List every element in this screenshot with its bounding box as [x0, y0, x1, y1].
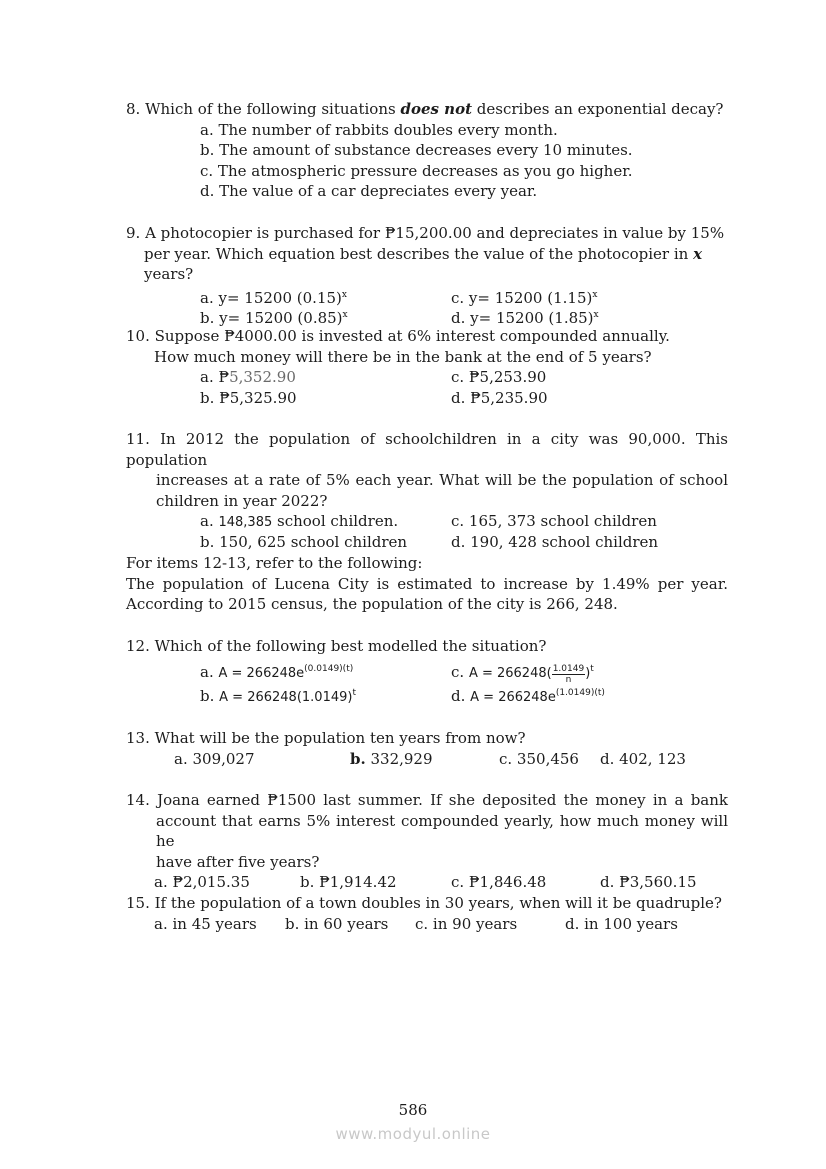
option-d: d. y= 15200 $(1.85)^x$ [451, 309, 599, 328]
option-c: c. y= 15200 $(1.15)^x$ [451, 288, 598, 307]
question-14-line-1: 14. Joana earned ₱1500 last summer. If she deposited the money in a bank [126, 791, 728, 809]
option-b: b. ₱5,325.90 [200, 388, 297, 407]
question-11 [126, 429, 728, 553]
emphasis-does-not: does not [400, 100, 472, 118]
intro-line-2: The population of Lucena City is estimated to increase by 1.49% per year. [126, 574, 728, 593]
question-14-line-2: account that earns 5% interest compounded yearly, how much money will he [156, 811, 728, 851]
option-a: a. 309,027 [174, 749, 255, 768]
option-d: d. $A = 266248e^{(1.0149)(t)}$ [451, 686, 605, 705]
option-c: c. ₱5,253.90 [451, 368, 547, 387]
option-d: d. ₱5,235.90 [451, 388, 548, 407]
question-13 [126, 728, 728, 769]
option-c: c. ₱1,846.48 [451, 873, 547, 892]
items-12-13-intro [126, 553, 728, 615]
page-number: 586 [398, 1101, 428, 1119]
intro-line-1: For items 12-13, refer to the following: [126, 554, 423, 572]
question-13-stem: 13. What will be the population ten years from now? [126, 729, 526, 747]
fraction: $\frac{1.0149}{n}$ [552, 663, 585, 685]
option-b: b. ₱1,914.42 [300, 873, 397, 892]
option-c: c. 165, 373 school children [451, 512, 657, 531]
option-d: d. 402, 123 [600, 749, 686, 768]
option-a: a. The number of rabbits doubles every month. [200, 120, 558, 139]
option-d: d. 190, 428 school children [451, 532, 659, 551]
question-15-stem: 15. If the population of a town doubles in 30 years, when will it be quadruple? [126, 894, 722, 912]
option-a: a. in 45 years [154, 914, 257, 933]
question-11-line-2: increases at a rate of 5% each year. What will be the population of school [156, 471, 728, 490]
question-8 [126, 99, 728, 202]
question-9-line-1: 9. A photocopier is purchased for ₱15,200.00 and depreciates in value by 15% [126, 224, 725, 242]
option-d: d. in 100 years [565, 914, 678, 933]
watermark: www.modyul.online [335, 1125, 491, 1143]
option-b: b. $A = 266248(1.0149)^t$ [200, 686, 356, 705]
option-b: b. y= 15200 $(0.85)^x$ [200, 309, 348, 328]
option-a: a. $A = 266248e^{(0.0149)(t)}$ [200, 662, 354, 681]
option-a: a. ₱2,015.35 [154, 873, 250, 892]
question-11-line-1: 11. In 2012 the population of schoolchildren in a city was 90,000. This population [126, 430, 728, 469]
question-11-line-3: children in year 2022? [156, 491, 328, 510]
question-10-line-2: How much money will there be in the bank at the end of 5 years? [154, 347, 652, 366]
option-b: b. in 60 years [285, 914, 389, 933]
option-c: c. The atmospheric pressure decreases as you go higher. [200, 161, 633, 180]
option-b: b. 332,929 [350, 749, 433, 768]
option-c: c. in 90 years [415, 914, 518, 933]
question-10-line-1: 10. Suppose ₱4000.00 is invested at 6% interest compounded annually. [126, 327, 670, 345]
question-9-line-2: per year. Which equation best describes the value of the photocopier in x years? [144, 244, 703, 284]
option-d: d. The value of a car depreciates every year. [200, 182, 538, 201]
option-c: c. A = 266248( $\frac{1.0149}{n}$ )$^t$ [451, 662, 594, 685]
intro-line-3: According to 2015 census, the population of the city is 266, 248. [126, 595, 618, 614]
question-12 [126, 636, 728, 703]
option-b: b. The amount of substance decreases every 10 minutes. [200, 141, 633, 160]
question-12-stem: 12. Which of the following best modelled the situation? [126, 637, 547, 655]
question-8-stem: 8. Which of the following situations does not describes an exponential decay? [126, 100, 724, 118]
question-9 [126, 223, 728, 326]
option-a: a. ₱5,352.90 [200, 368, 296, 387]
option-d: d. ₱3,560.15 [600, 873, 697, 892]
question-10 [126, 326, 728, 408]
question-14 [126, 790, 728, 893]
question-15 [126, 893, 728, 934]
question-14-line-3: have after five years? [156, 852, 320, 871]
option-b: b. 150, 625 school children [200, 532, 408, 551]
option-a: a. 148,385 school children. [200, 512, 399, 531]
option-a: a. y= 15200 $(0.15)^x$ [200, 288, 347, 307]
option-c: c. 350,456 [499, 749, 579, 768]
